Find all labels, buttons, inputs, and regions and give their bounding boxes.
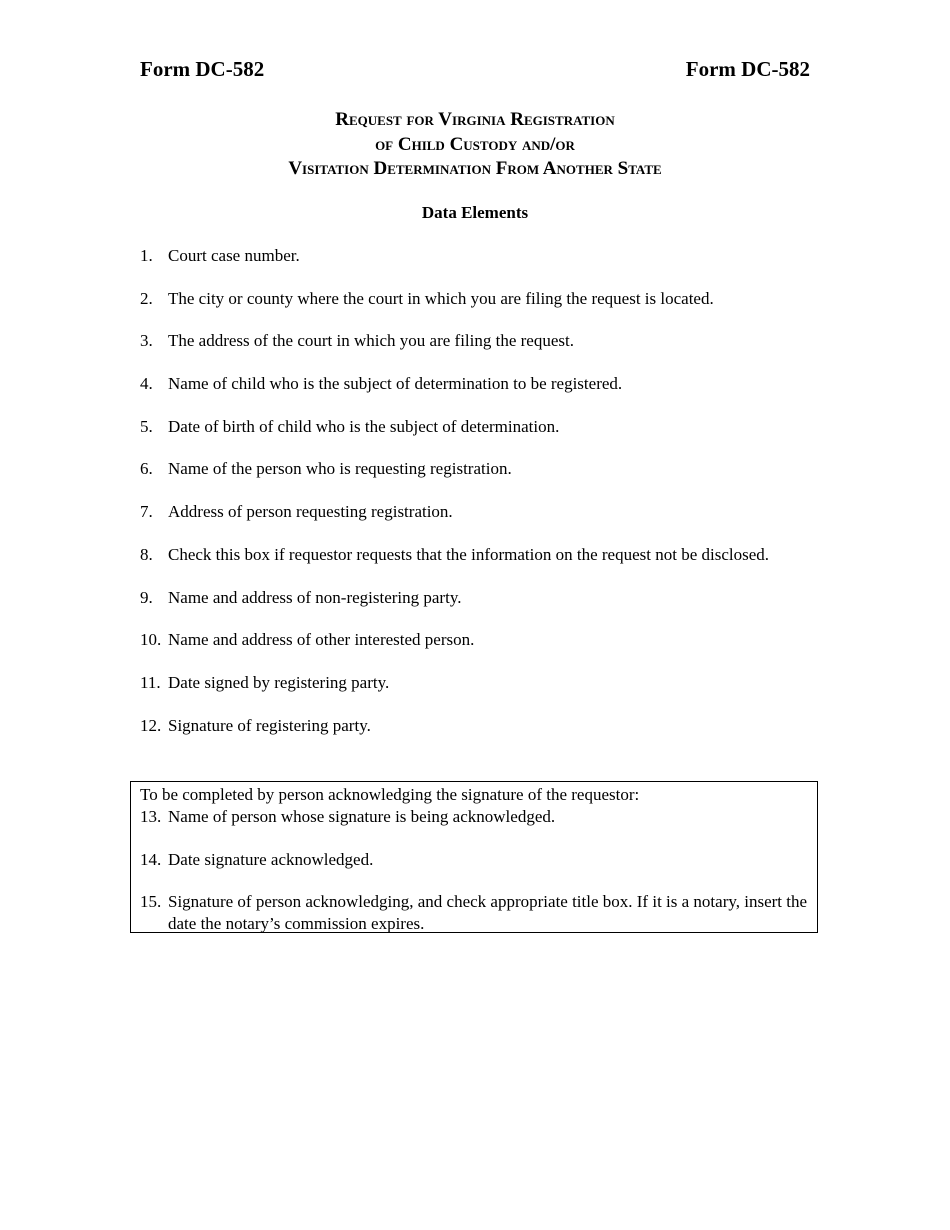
- title-line-1: Request for Virginia Registration: [335, 109, 615, 130]
- title-line-3: Visitation Determination From Another State: [288, 158, 662, 179]
- item-text: Name of child who is the subject of determination to be registered.: [168, 374, 623, 394]
- item-number: 12.: [140, 715, 162, 735]
- item-number: 14.: [140, 849, 162, 869]
- item-text: Address of person requesting registration.: [168, 502, 453, 522]
- item-text: Name of the person who is requesting registration.: [168, 459, 512, 479]
- item-number: 8.: [140, 544, 153, 564]
- item-number: 1.: [140, 246, 153, 265]
- item-number: 4.: [140, 374, 153, 394]
- item-text: Date signature acknowledged.: [168, 849, 374, 869]
- list-item: [140, 245, 820, 267]
- list-item: [140, 806, 812, 828]
- data-elements-list: [140, 245, 820, 757]
- item-text: Check this box if requestor requests that the information on the request not be disclosed.: [168, 544, 770, 564]
- item-number: 10.: [140, 630, 162, 650]
- item-number: 13.: [140, 807, 162, 826]
- item-text: Name of person whose signature is being acknowledged.: [168, 807, 556, 826]
- item-number: 7.: [140, 502, 153, 522]
- section-subtitle: Data Elements: [421, 203, 529, 222]
- item-text: Name and address of other interested person.: [168, 630, 475, 650]
- item-number: 5.: [140, 416, 153, 436]
- item-number: 2.: [140, 288, 153, 308]
- acknowledgment-box: [130, 781, 818, 933]
- item-text: Signature of registering party.: [168, 715, 371, 735]
- item-text: Signature of person acknowledging, and check appropriate title box. If it is a notary, insert the date the notary’s commission expires.: [168, 892, 808, 934]
- list-item: [140, 587, 820, 609]
- list-item: [140, 416, 820, 438]
- item-number: 3.: [140, 331, 153, 351]
- title-line-2: of Child Custody and/or: [375, 133, 575, 155]
- document-title: [0, 108, 950, 182]
- list-item: [140, 373, 820, 395]
- form-id-left: Form DC-582: [140, 57, 265, 81]
- item-text: The address of the court in which you are filing the request.: [168, 331, 574, 351]
- item-number: 6.: [140, 459, 153, 479]
- item-text: Court case number.: [168, 246, 300, 265]
- item-number: 15.: [140, 892, 162, 912]
- item-number: 11.: [140, 672, 161, 692]
- acknowledgment-intro: To be completed by person acknowledging the signature of the requestor:: [140, 785, 640, 804]
- list-item: [140, 715, 820, 737]
- item-text: Name and address of non-registering party.: [168, 587, 462, 607]
- item-text: Date signed by registering party.: [168, 672, 390, 692]
- list-item: [140, 544, 820, 566]
- item-text: Date of birth of child who is the subject of determination.: [168, 416, 560, 436]
- list-item: [140, 501, 820, 523]
- list-item: [140, 629, 820, 651]
- item-number: 9.: [140, 587, 153, 607]
- list-item: [140, 458, 820, 480]
- list-item: [140, 288, 820, 310]
- list-item: [140, 849, 812, 871]
- acknowledgment-list: [140, 806, 812, 935]
- list-item: [140, 672, 820, 694]
- list-item: [140, 891, 812, 935]
- list-item: [140, 330, 820, 352]
- item-text: The city or county where the court in which you are filing the request is located.: [168, 288, 714, 308]
- form-id-right: Form DC-582: [685, 57, 810, 81]
